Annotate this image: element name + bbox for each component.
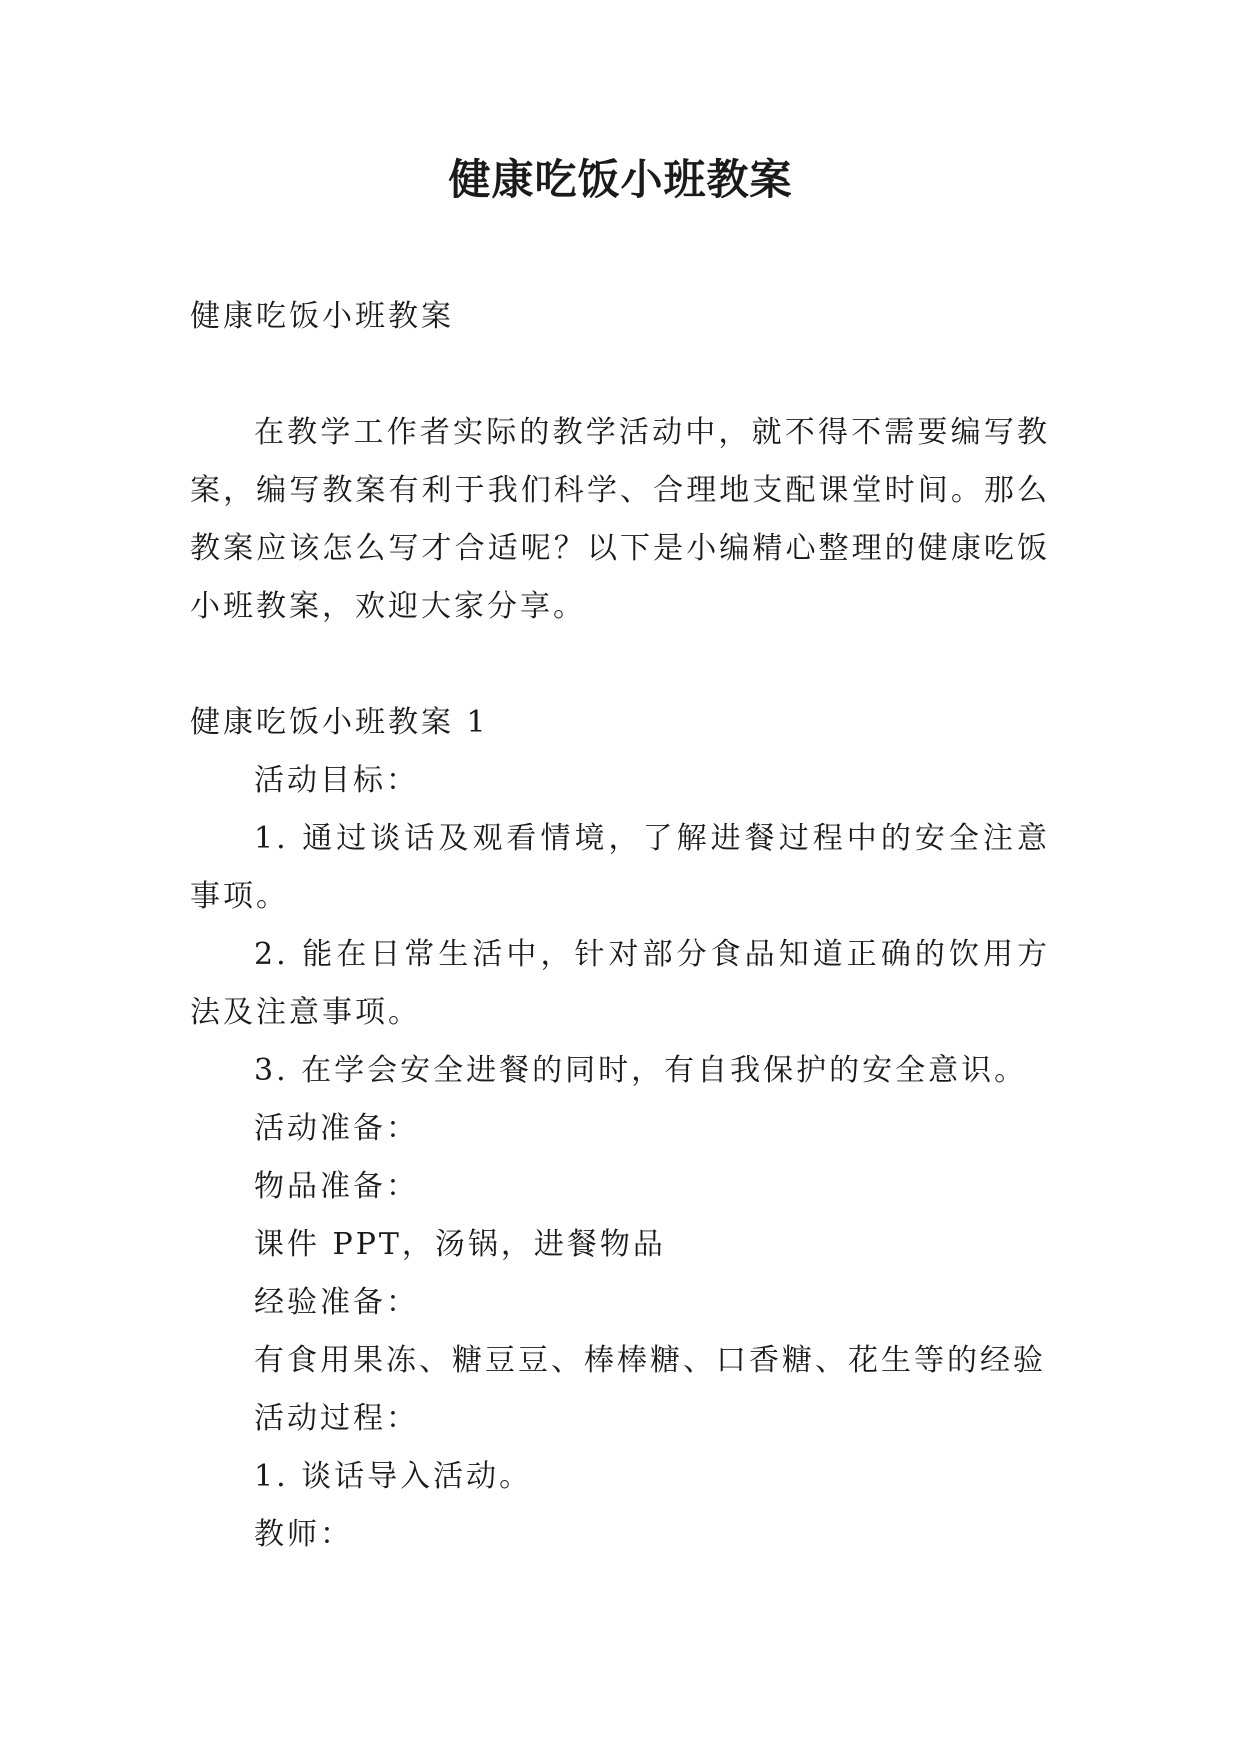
document-title: 健康吃饭小班教案 — [448, 155, 793, 204]
experience-label: 经验准备： — [254, 1285, 419, 1320]
experience-text: 有食用果冻、糖豆豆、棒棒糖、口香糖、花生等的经验 — [254, 1343, 1046, 1378]
activity-goal-label: 活动目标： — [254, 763, 419, 798]
intro-paragraph: 在教学工作者实际的教学活动中，就不得不需要编写教案，编写教案有利于我们科学、合理地支配课堂时间。那么教案应该怎么写才合适呢？以下是小编精心整理的健康吃饭小班教案，欢迎大家分享。 — [190, 415, 1050, 624]
items-label: 物品准备： — [254, 1169, 419, 1204]
process-label: 活动过程： — [254, 1401, 419, 1436]
teacher-label: 教师： — [254, 1517, 353, 1552]
document-subtitle: 健康吃饭小班教案 — [190, 299, 454, 334]
items-text: 课件 PPT，汤锅，进餐物品 — [254, 1227, 666, 1262]
lesson-content — [190, 694, 1050, 1564]
prep-label: 活动准备： — [254, 1111, 419, 1146]
step-1: 1. 谈话导入活动。 — [254, 1459, 533, 1494]
section-heading: 健康吃饭小班教案 1 — [190, 705, 489, 740]
goal-item-3: 3. 在学会安全进餐的同时，有自我保护的安全意识。 — [254, 1053, 1028, 1088]
goal-item-1: 1. 通过谈话及观看情境，了解进餐过程中的安全注意事项。 — [190, 821, 1050, 914]
goal-item-2: 2. 能在日常生活中，针对部分食品知道正确的饮用方法及注意事项。 — [190, 937, 1050, 1030]
